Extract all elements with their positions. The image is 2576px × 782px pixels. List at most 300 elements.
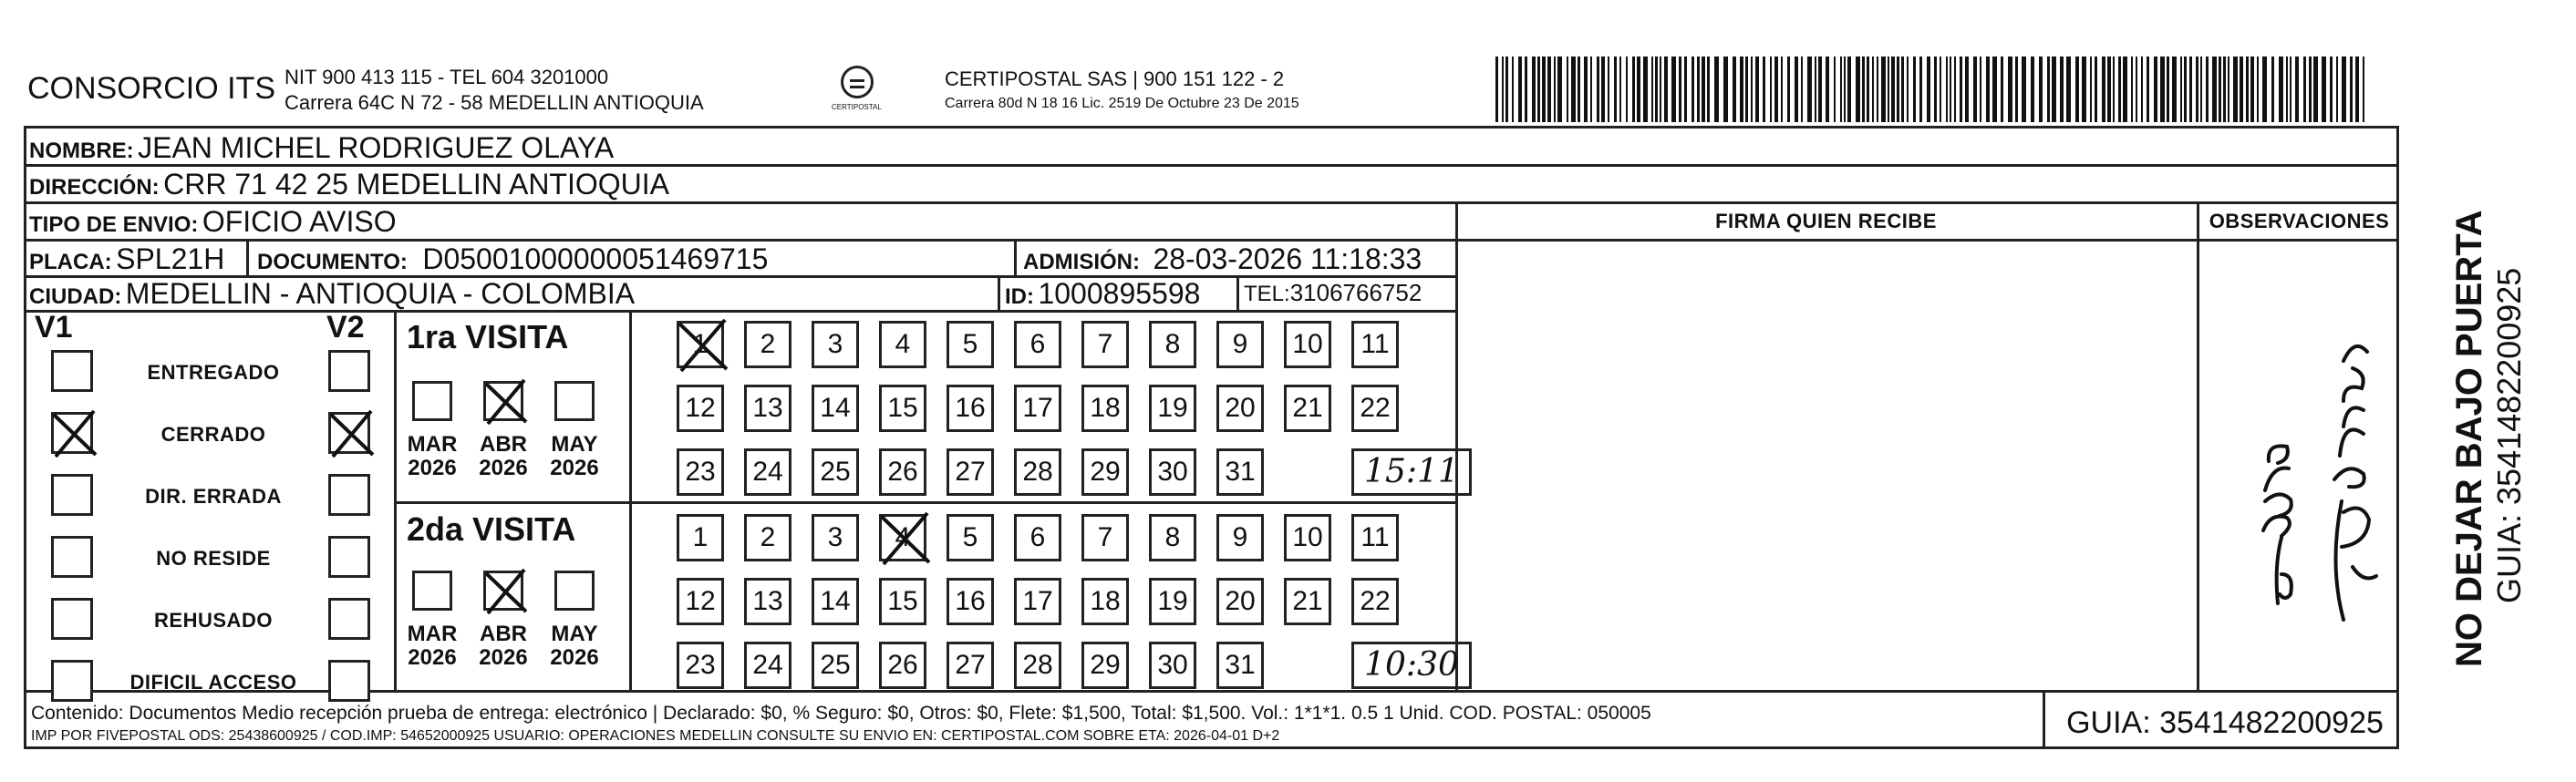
first-visit-day-cell[interactable] [1014,448,1061,496]
barcode-bar [2141,57,2143,122]
first-visit-day-cell[interactable] [1014,321,1061,368]
first-visit-year-label: 2026 [479,456,528,480]
company-nit: NIT 900 413 115 - TEL 604 3201000 [284,66,609,88]
barcode-bar [2228,57,2229,122]
plate-field [29,244,224,273]
barcode-bar [1601,57,1605,122]
tel-label: TEL: [1244,282,1290,306]
first-visit-day-cell[interactable] [947,448,994,496]
barcode-bar [2147,57,2149,122]
barcode-bar [1691,57,1694,122]
barcode-bar [1960,57,1962,122]
first-visit-day-cell[interactable] [947,385,994,432]
barcode-bar [1745,57,1748,122]
second-visit-day-cell[interactable] [879,578,926,625]
barcode-bar [1697,57,1700,122]
first-visit-day-cell[interactable] [1149,385,1196,432]
barcode-bar [1547,57,1551,122]
first-visit-day-number: 23 [685,457,716,487]
barcode-bar [1872,57,1874,122]
barcode-bar [1881,57,1886,122]
first-visit-day-number: 7 [1097,329,1113,359]
second-visit-day-cell[interactable] [947,578,994,625]
footer-content: Contenido: Documentos Medio recepción prueba de entrega: electrónico | Declarado: $0, % Seguro: $0, Otros: $0, Flete: $1,500, Total: $1,500. Vol.: 1*1*1. 0.5 1 Unid. COD. POSTAL: 050005 [31,703,1651,724]
type-field [29,207,397,236]
barcode-bar [1714,57,1719,122]
second-visit-day-number: 8 [1164,522,1181,552]
second-visit-day-number: 29 [1090,650,1121,680]
barcode-bar [1834,57,1836,122]
reason-label: ENTREGADO [147,361,280,384]
barcode-bar [2154,57,2157,122]
v2-checkbox[interactable] [328,536,370,578]
barcode-bar [1637,57,1640,122]
barcode-bar [2262,57,2267,122]
second-visit-year-label: 2026 [550,645,599,670]
second-visit-day-number: 14 [820,586,851,616]
second-visit-month-label: ABR [480,622,527,646]
barcode-bar [1614,57,1617,122]
city-value: MEDELLIN - ANTIOQUIA - COLOMBIA [125,277,636,310]
first-visit-day-cell[interactable] [879,321,926,368]
barcode-bar [1891,57,1895,122]
second-visit-day-number: 9 [1232,522,1248,552]
first-visit-day-number: 24 [752,457,783,487]
type-label: TIPO DE ENVIO: [29,212,199,237]
second-visit-month-checkbox[interactable] [412,571,452,611]
second-visit-day-cell[interactable] [1014,578,1061,625]
first-visit-day-cell[interactable] [1284,321,1331,368]
second-visit-day-number: 5 [962,522,978,552]
first-visit-day-number: 21 [1292,393,1323,423]
barcode-bar [2090,57,2092,122]
plate-label: PLACA: [29,250,112,274]
barcode-bar [1807,57,1812,122]
second-visit-day-number: 31 [1225,650,1256,680]
second-visit-month-label: MAY [551,622,598,646]
barcode-bar [2031,57,2034,122]
first-visit-day-number: 13 [752,393,783,423]
first-visit-day-number: 27 [955,457,986,487]
barcode-bar [2075,57,2079,122]
barcode-bar [1495,57,1498,122]
barcode-bar [1913,57,1916,122]
barcode-bar [1844,57,1846,122]
first-visit-month-checkbox[interactable] [412,381,452,421]
second-visit-day-number: 20 [1225,586,1256,616]
barcode [1495,57,2371,122]
first-visit-day-number: 10 [1292,329,1323,359]
first-visit-day-cell[interactable] [1081,321,1129,368]
second-visit-day-number: 3 [827,522,843,552]
barcode-bar [2052,57,2056,122]
barcode-bar [1578,57,1580,122]
first-visit-day-number: 5 [962,329,978,359]
first-visit-day-cell[interactable] [1351,385,1399,432]
second-visit-day-cell[interactable] [1216,578,1264,625]
second-visit-month-checkbox[interactable] [554,571,595,611]
first-visit-day-cell[interactable] [947,321,994,368]
v2-label: V2 [326,310,365,345]
first-visit-year-label: 2026 [408,456,457,480]
barcode-bar [1723,57,1728,122]
id-value: 1000895598 [1038,277,1201,310]
second-visit-day-cell[interactable] [947,642,994,689]
barcode-bar [2290,57,2292,122]
first-visit-day-cell[interactable] [1216,448,1264,496]
first-visit-month-label: MAY [551,432,598,457]
reason-label: DIFICIL ACCESO [129,671,297,694]
barcode-bar [2212,57,2217,122]
barcode-bar [2355,57,2359,122]
barcode-bar [1571,57,1576,122]
first-visit-day-number: 20 [1225,393,1256,423]
first-visit-day-cell[interactable] [677,385,724,432]
barcode-bar [2350,57,2353,122]
first-visit-day-cell[interactable] [744,448,791,496]
barcode-bar [2022,57,2026,122]
first-visit-day-number: 12 [685,393,716,423]
barcode-bar [1590,57,1592,122]
barcode-bar [1774,57,1778,122]
v1-checkbox[interactable] [51,350,93,392]
barcode-bar [1847,57,1851,122]
certipostal-logo-text: CERTIPOSTAL [832,103,882,111]
second-visit-day-cell[interactable] [744,514,791,561]
second-visit-day-cell[interactable] [1284,578,1331,625]
barcode-bar [2123,57,2127,122]
second-visit-day-number: 1 [692,522,709,552]
barcode-bar [2303,57,2306,122]
barcode-bar [2295,57,2299,122]
barcode-bar [1973,57,1977,122]
barcode-bar [1626,57,1628,122]
first-visit-day-number: 6 [1029,329,1046,359]
first-visit-day-number: 30 [1157,457,1188,487]
barcode-bar [1901,57,1904,122]
barcode-bar [1950,57,1951,122]
reason-label: NO RESIDE [156,547,271,570]
v1-checkbox[interactable] [51,412,93,454]
barcode-bar [1781,57,1783,122]
barcode-bar [1584,57,1588,122]
v1-checkbox[interactable] [51,598,93,640]
second-visit-day-cell[interactable] [947,514,994,561]
first-visit-day-cell[interactable] [1081,448,1129,496]
v2-checkbox[interactable] [328,660,370,702]
barcode-bar [1733,57,1736,122]
document-field [257,244,768,273]
barcode-bar [2322,57,2326,122]
name-label: NOMBRE: [29,139,134,163]
signature-header: FIRMA QUIEN RECIBE [1715,210,1937,232]
second-visit-day-number: 4 [895,522,911,552]
first-visit-day-number: 9 [1232,329,1248,359]
first-visit-day-number: 4 [895,329,911,359]
barcode-bar [2167,57,2169,122]
first-visit-day-cell[interactable] [1216,385,1264,432]
barcode-bar [1557,57,1562,122]
second-visit-day-cell[interactable] [1351,514,1399,561]
barcode-bar [1671,57,1676,122]
barcode-bar [2240,57,2243,122]
barcode-bar [1826,57,1829,122]
barcode-bar [1934,57,1937,122]
first-visit-day-cell[interactable] [812,385,859,432]
no-dejar-notice: NO DEJAR BAJO PUERTA [2449,210,2489,667]
barcode-bar [2184,57,2187,122]
second-visit-day-cell[interactable] [1014,514,1061,561]
first-visit-day-cell[interactable] [879,448,926,496]
barcode-bar [1980,57,1981,122]
barcode-bar [1597,57,1599,122]
second-visit-day-cell[interactable] [744,578,791,625]
v2-checkbox[interactable] [328,598,370,640]
barcode-bar [2223,57,2226,122]
barcode-bar [1651,57,1653,122]
second-visit-day-cell[interactable] [1216,514,1264,561]
barcode-bar [1986,57,1990,122]
barcode-bar [2206,57,2209,122]
second-visit-day-cell[interactable] [744,642,791,689]
first-visit-day-number: 11 [1360,329,1390,359]
barcode-bar [1755,57,1759,122]
barcode-bar [2342,57,2346,122]
second-visit-day-cell[interactable] [1149,514,1196,561]
second-visit-day-number: 7 [1097,522,1113,552]
barcode-bar [1542,57,1546,122]
carrier-address: Carrera 80d N 18 16 Lic. 2519 De Octubre 23 De 2015 [945,96,1299,111]
second-visit-day-cell[interactable] [677,578,724,625]
tel-field [1244,281,1422,305]
barcode-bar [2095,57,2097,122]
first-visit-month-checkbox[interactable] [554,381,595,421]
check-mark-icon [878,511,931,564]
first-visit-day-cell[interactable] [744,385,791,432]
barcode-bar [1907,57,1909,122]
second-visit-day-cell[interactable] [1149,642,1196,689]
admission-value: 28-03-2026 11:18:33 [1153,242,1422,275]
second-visit-day-number: 11 [1360,522,1390,552]
barcode-bar [1554,57,1556,122]
second-visit-day-number: 18 [1090,586,1121,616]
second-visit-day-cell[interactable] [1081,578,1129,625]
barcode-bar [1512,57,1514,122]
barcode-bar [1518,57,1522,122]
barcode-bar [2233,57,2238,122]
id-label: ID: [1005,284,1034,309]
barcode-bar [1801,57,1803,122]
barcode-bar [2336,57,2338,122]
barcode-bar [2082,57,2086,122]
second-visit-day-number: 13 [752,586,783,616]
second-visit-day-cell[interactable] [1081,642,1129,689]
second-visit-time-cell[interactable]: 10:30 [1351,642,1472,689]
second-visit-day-number: 10 [1292,522,1323,552]
city-field [29,279,635,308]
first-visit-time-cell[interactable]: 15:11 [1351,448,1472,496]
first-visit-day-number: 19 [1157,393,1188,423]
first-visit-day-number: 31 [1225,457,1256,487]
barcode-bar [2008,57,2012,122]
first-visit-day-cell[interactable] [1081,385,1129,432]
second-visit-day-number: 12 [685,586,716,616]
first-visit-month-checkbox[interactable] [483,381,523,421]
first-visit-day-cell[interactable] [879,385,926,432]
check-mark-icon [50,409,98,457]
barcode-bar [1946,57,1948,122]
barcode-bar [2180,57,2182,122]
plate-value: SPL21H [116,242,225,275]
v2-checkbox[interactable] [328,412,370,454]
barcode-bar [1664,57,1668,122]
document-label: DOCUMENTO: [257,250,408,274]
second-visit-day-number: 22 [1360,586,1391,616]
barcode-bar [2250,57,2254,122]
footer-guide: GUIA: 3541482200925 [2066,705,2384,740]
reason-label: DIR. ERRADA [145,485,282,508]
first-visit-day-cell[interactable] [1149,448,1196,496]
first-visit-day-number: 28 [1022,457,1053,487]
barcode-bar [2219,57,2221,122]
first-visit-day-cell[interactable] [1216,321,1264,368]
barcode-bar [1815,57,1816,122]
second-visit-day-cell[interactable] [812,642,859,689]
address-label: DIRECCIÓN: [29,175,160,200]
second-visit-day-cell[interactable] [1284,514,1331,561]
first-visit-day-number: 29 [1090,457,1121,487]
first-visit-day-number: 18 [1090,393,1121,423]
barcode-bar [1532,57,1536,122]
barcode-bar [1787,57,1790,122]
side-guide-number: GUIA: 3541482200925 [2490,267,2528,603]
second-visit-day-number: 24 [752,650,783,680]
barcode-bar [1679,57,1681,122]
check-mark-icon [482,378,528,424]
first-visit-day-cell[interactable] [1014,385,1061,432]
admission-field [1023,244,1422,273]
first-visit-day-number: 15 [887,393,918,423]
second-visit-title: 2da VISITA [407,510,576,548]
second-visit-day-number: 2 [760,522,776,552]
barcode-bar [1643,57,1648,122]
second-visit-day-cell[interactable] [677,642,724,689]
first-visit-day-cell[interactable] [1149,321,1196,368]
first-visit-day-cell[interactable] [1351,321,1399,368]
barcode-bar [1707,57,1710,122]
first-visit-month-label: ABR [480,432,527,457]
barcode-bar [1502,57,1504,122]
v1-label: V1 [35,310,73,345]
v1-checkbox[interactable] [51,660,93,702]
barcode-bar [1877,57,1878,122]
second-visit-day-cell[interactable] [1216,642,1264,689]
barcode-bar [2330,57,2333,122]
barcode-bar [1992,57,1997,122]
second-visit-day-cell[interactable] [879,642,926,689]
barcode-bar [1537,57,1540,122]
second-visit-day-number: 23 [685,650,716,680]
barcode-bar [2160,57,2165,122]
carrier-name: CERTIPOSTAL SAS | 900 151 122 - 2 [945,67,1285,90]
barcode-bar [2172,57,2177,122]
barcode-bar [1751,57,1753,122]
first-visit-day-cell[interactable] [812,448,859,496]
barcode-bar [1862,57,1865,122]
name-field [29,133,614,162]
first-visit-year-label: 2026 [550,456,599,480]
reason-label: CERRADO [160,423,266,446]
second-visit-day-number: 21 [1292,586,1323,616]
first-visit-day-cell[interactable] [677,321,724,368]
company-name: CONSORCIO ITS [27,71,276,106]
barcode-bar [1702,57,1705,122]
second-visit-day-cell[interactable] [879,514,926,561]
v2-checkbox[interactable] [328,474,370,516]
first-visit-month-label: MAR [407,432,458,457]
second-visit-day-number: 27 [955,650,986,680]
first-visit-day-number: 14 [820,393,851,423]
first-visit-day-cell[interactable] [677,448,724,496]
second-visit-day-cell[interactable] [1149,578,1196,625]
barcode-bar [2060,57,2064,122]
barcode-bar [1525,57,1527,122]
barcode-bar [2257,57,2259,122]
barcode-bar [2039,57,2043,122]
check-mark-icon [676,318,729,371]
barcode-bar [2136,57,2137,122]
document-value: D05001000000051469715 [422,242,769,275]
barcode-bar [2313,57,2318,122]
first-visit-day-cell[interactable] [1284,385,1331,432]
first-visit-day-number: 2 [760,329,776,359]
second-visit-day-cell[interactable] [1014,642,1061,689]
second-visit-day-cell[interactable] [812,578,859,625]
second-visit-day-cell[interactable] [1081,514,1129,561]
first-visit-day-number: 22 [1360,393,1391,423]
first-visit-day-number: 1 [692,329,709,359]
barcode-bar [1740,57,1743,122]
barcode-bar [1567,57,1568,122]
second-visit-day-cell[interactable] [1351,578,1399,625]
second-visit-day-number: 25 [820,650,851,680]
first-visit-day-number: 3 [827,329,843,359]
second-visit-day-number: 26 [887,650,918,680]
v1-checkbox[interactable] [51,474,93,516]
barcode-bar [2279,57,2283,122]
check-mark-icon [327,409,375,457]
second-visit-day-number: 16 [955,586,986,616]
barcode-bar [1818,57,1822,122]
second-visit-month-checkbox[interactable] [483,571,523,611]
barcode-bar [1965,57,1969,122]
first-visit-day-cell[interactable] [744,321,791,368]
name-value: JEAN MICHEL RODRIGUEZ OLAYA [138,131,615,164]
second-visit-day-cell[interactable] [812,514,859,561]
v2-checkbox[interactable] [328,350,370,392]
second-visit-month-label: MAR [407,622,458,646]
first-visit-day-cell[interactable] [812,321,859,368]
first-visit-day-number: 26 [887,457,918,487]
barcode-bar [1795,57,1798,122]
barcode-bar [2246,57,2249,122]
barcode-bar [2131,57,2133,122]
barcode-bar [2107,57,2111,122]
second-visit-day-cell[interactable] [677,514,724,561]
v1-checkbox[interactable] [51,536,93,578]
barcode-bar [2001,57,2003,122]
reason-label: REHUSADO [154,609,273,632]
